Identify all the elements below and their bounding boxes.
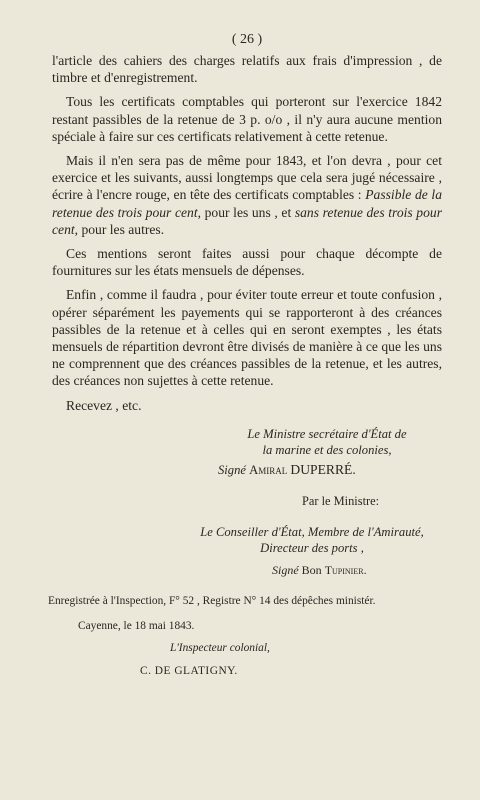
minister-signature: [202, 462, 452, 478]
para3-italic-sans-retenue: sans retenue des trois pour cent: [52, 204, 442, 237]
page-number: ( 26 ): [231, 32, 263, 47]
conseiller-title-abbr: Bon: [301, 562, 322, 577]
minister-rank: Amiral: [249, 462, 288, 477]
par-le-ministre: Par le Ministre:: [302, 493, 380, 508]
conseiller-name: Tupinier.: [324, 562, 367, 577]
conseiller-signe: Signé: [272, 562, 299, 577]
conseiller-title-line2: Directeur des ports ,: [260, 540, 364, 555]
conseiller-signature: [162, 563, 462, 578]
minister-title-line1: Le Ministre secrétaire d'État de: [247, 426, 407, 441]
para3-italic-passible: Passible de la retenue des trois pour cent: [52, 187, 442, 220]
paragraph-certificats-1842: Tous les certificats comptables qui porteront sur l'exercice 1842 restant passibles de la retenue de 3 p. o/o , il n'y aura aucune mention spéciale à faire sur ces certificats relativement à cette retenue.: [52, 94, 442, 144]
minister-title-line2: la marine et des colonies,: [262, 442, 392, 457]
minister-signature-block: [202, 426, 452, 478]
conseiller-signature-block: [162, 524, 462, 578]
paragraph-1843-mentions: [52, 152, 442, 238]
registration-note: Enregistrée à l'Inspection, F° 52 , Registre N° 14 des dépêches ministér.: [48, 594, 376, 607]
conseiller-title-line1: Le Conseiller d'État, Membre de l'Amirauté,: [200, 524, 424, 539]
paragraph-mentions-fournitures: Ces mentions seront faites aussi pour chaque décompte de fournitures sur les états mensuels de dépenses.: [52, 246, 442, 279]
inspector-name: C. DE GLATIGNY.: [140, 664, 238, 677]
para3-text-before: Mais il n'en sera pas de même pour 1843, et l'on devra , pour cet exercice et les suivants, aussi longtemps que cela sera jugé nécessaire , écrire à l'encre rouge, en tête des certificats comptables :: [52, 153, 442, 203]
inspector-title: L'Inspecteur colonial,: [170, 641, 270, 654]
paragraph-enfin: Enfin , comme il faudra , pour éviter toute erreur et toute confusion , opérer séparément les payements qui se rapporteront à des créances passibles de la retenue et à celles qui en seront exemptes , les états mensuels de répartition devront être divisés de manière à ce que les uns ne comprennent que des créances passibles de la retenue, et les autres, des créances non sujettes à cette retenue.: [52, 287, 442, 389]
para3-text-middle: , pour les uns , et: [197, 204, 295, 220]
closing-formula: Recevez , etc.: [66, 397, 142, 413]
place-date: Cayenne, le 18 mai 1843.: [78, 619, 195, 632]
paragraph-article: l'article des cahiers des charges relatifs aux frais d'impression , de timbre et d'enregistrement.: [52, 53, 442, 86]
para3-text-after: , pour les autres.: [74, 221, 165, 237]
minister-name: DUPERRÉ.: [290, 461, 356, 477]
minister-signe: Signé: [218, 462, 246, 477]
